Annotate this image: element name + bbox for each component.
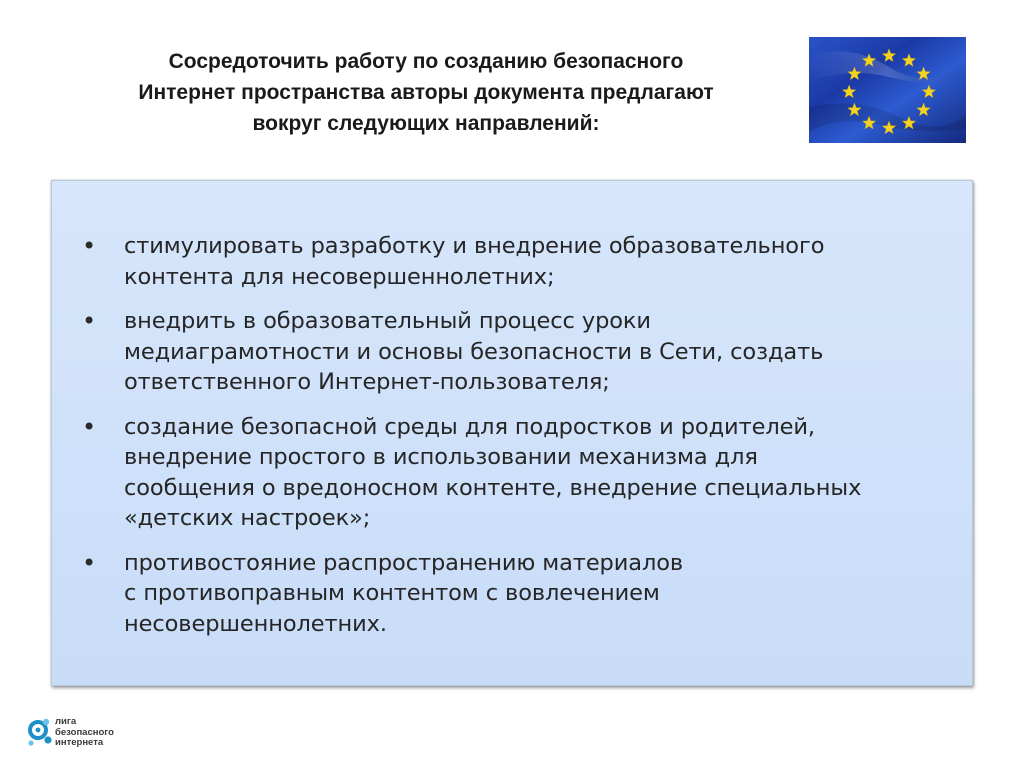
slide-title-line: вокруг следующих направлений:	[252, 112, 600, 135]
bullet-marker: •	[82, 548, 97, 577]
logo-text	[55, 717, 114, 749]
bullet-marker: •	[82, 307, 97, 335]
bullet-marker: •	[82, 232, 97, 260]
text-line: ответственного Интернет-пользователя;	[124, 369, 610, 395]
list-item	[79, 306, 969, 398]
text-line: создание безопасной среды для подростков и родителей,	[124, 413, 815, 440]
list-item-text	[124, 306, 969, 398]
logo-text-line: интернета	[55, 737, 104, 748]
list-item-text	[124, 412, 969, 534]
text-line: стимулировать разработку и внедрение образовательного	[124, 233, 825, 259]
list-item	[79, 412, 969, 534]
liga-logo	[26, 716, 146, 750]
content-panel	[51, 180, 973, 686]
text-line: сообщения о вредоносном контенте, внедрение специальных	[124, 474, 862, 501]
bullet-list	[79, 231, 969, 653]
text-line: с противоправным контентом с вовлечением	[124, 580, 660, 606]
list-item-text	[124, 231, 969, 292]
slide-title-line: Интернет пространства авторы документа предлагают	[138, 81, 714, 104]
slide-title-line: Сосредоточить работу по созданию безопасного	[168, 50, 684, 73]
eu-flag-icon	[809, 37, 966, 143]
logo-text-line: безопасного	[55, 726, 114, 738]
text-line: несовершеннолетних.	[124, 610, 387, 637]
list-item	[79, 548, 969, 640]
bullet-marker: •	[82, 412, 97, 441]
list-item-text	[124, 548, 969, 640]
text-line: медиаграмотности и основы безопасности в Сети, создать	[124, 338, 824, 365]
text-line: «детских настроек»;	[124, 505, 371, 531]
liga-logo-icon	[26, 716, 54, 755]
list-item	[79, 231, 969, 292]
text-line: противостояние распространению материалов	[124, 549, 684, 576]
logo-text-line: лига	[55, 716, 77, 727]
slide-title	[60, 46, 792, 139]
text-line: контента для несовершеннолетних;	[124, 263, 555, 290]
text-line: внедрение простого в использовании механизма для	[124, 444, 758, 470]
text-line: внедрить в образовательный процесс уроки	[124, 308, 651, 334]
